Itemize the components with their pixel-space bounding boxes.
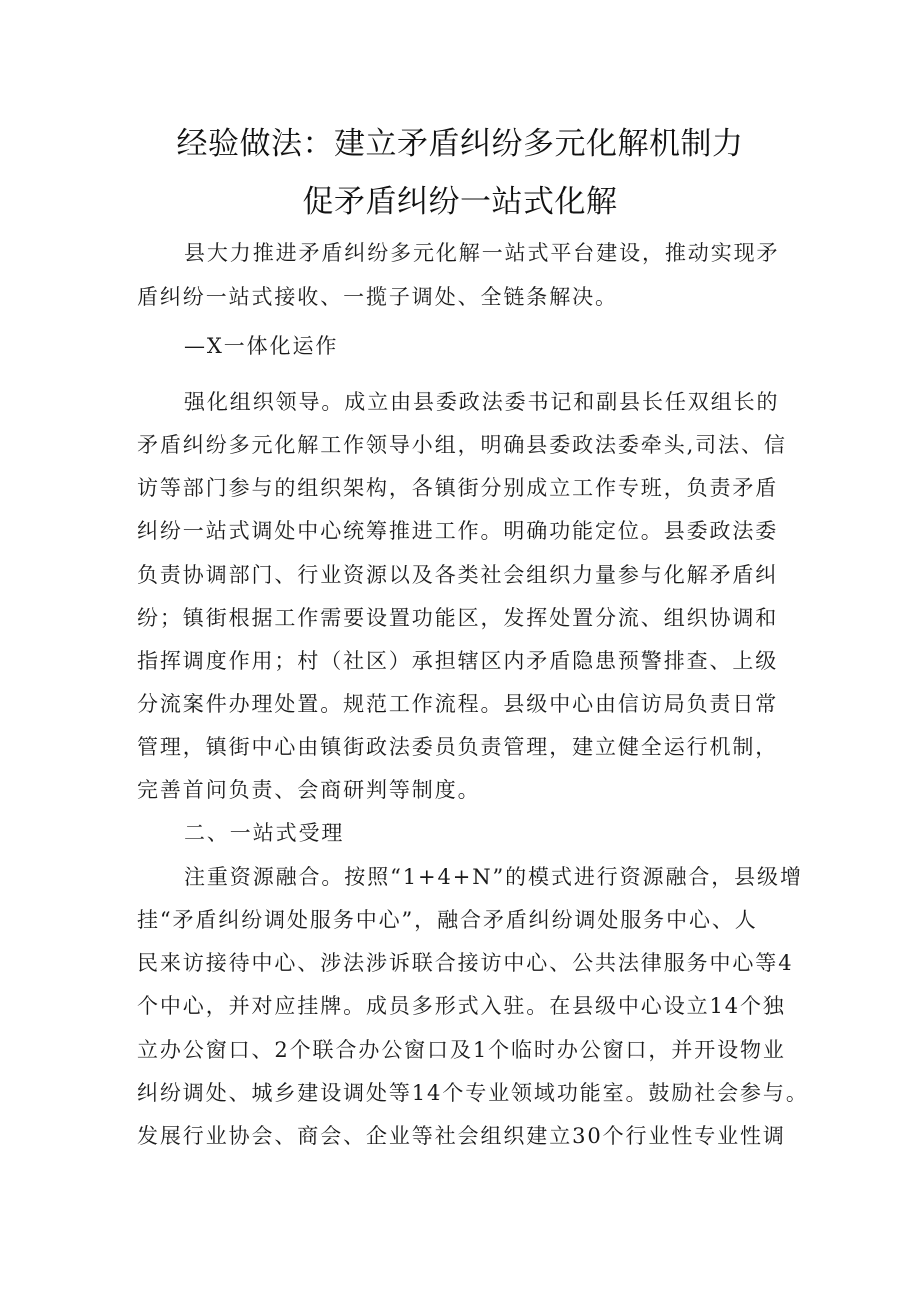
body-line: 访等部门参与的组织架构，各镇街分别成立工作专班，负责矛盾 [137,476,779,500]
body-line: 管理，镇街中心由镇街政法委员负责管理，建立健全运行机制， [137,735,779,759]
title-line-1: 经验做法：建立矛盾纠纷多元化解机制力 [176,126,744,162]
body-line: 注重资源融合。按照“1+4+N”的模式进行资源融合，县级增 [184,865,803,889]
body-line: 县大力推进矛盾纠纷多元化解一站式平台建设，推动实现矛 [184,241,780,265]
body-line: 个中心，并对应挂牌。成员多形式入驻。在县级中心设立14个独 [137,994,786,1018]
body-line: 纠纷一站式调处中心统筹推进工作。明确功能定位。县委政法委 [137,519,779,543]
body-line: 强化组织领导。成立由县委政法委书记和副县长任双组长的 [184,390,780,414]
body-line: 完善首问负责、会商研判等制度。 [137,778,481,802]
body-line: 分流案件办理处置。规范工作流程。县级中心由信访局负责日常 [137,692,779,716]
body-line: 矛盾纠纷多元化解工作领导小组，明确县委政法委牵头,司法、信 [137,433,787,457]
body-line: 负责协调部门、行业资源以及各类社会组织力量参与化解矛盾纠 [137,563,779,587]
body-line: 纷；镇街根据工作需要设置功能区，发挥处置分流、组织协调和 [137,606,779,630]
title-line-2: 促矛盾纠纷一站式化解 [302,184,618,220]
body-line: 盾纠纷一站式接收、一揽子调处、全链条解决。 [137,285,618,309]
body-line: 指挥调度作用；村（社区）承担辖区内矛盾隐患预警排查、上级 [137,649,779,673]
body-line: 发展行业协会、商会、企业等社会组织建立30个行业性专业性调 [137,1124,786,1148]
section-heading-1: —X一体化运作 [184,334,339,358]
body-line: 立办公窗口、2个联合办公窗口及1个临时办公窗口，并开设物业 [137,1038,786,1062]
body-line: 纠纷调处、城乡建设调处等14个专业领域功能室。鼓励社会参与。 [137,1081,809,1105]
section-heading-2: 二、一站式受理 [184,821,345,845]
body-line: 民来访接待中心、涉法涉诉联合接访中心、公共法律服务中心等4 [137,951,794,975]
body-line: 挂“矛盾纠纷调处服务中心”，融合矛盾纠纷调处服务中心、人 [137,908,758,932]
